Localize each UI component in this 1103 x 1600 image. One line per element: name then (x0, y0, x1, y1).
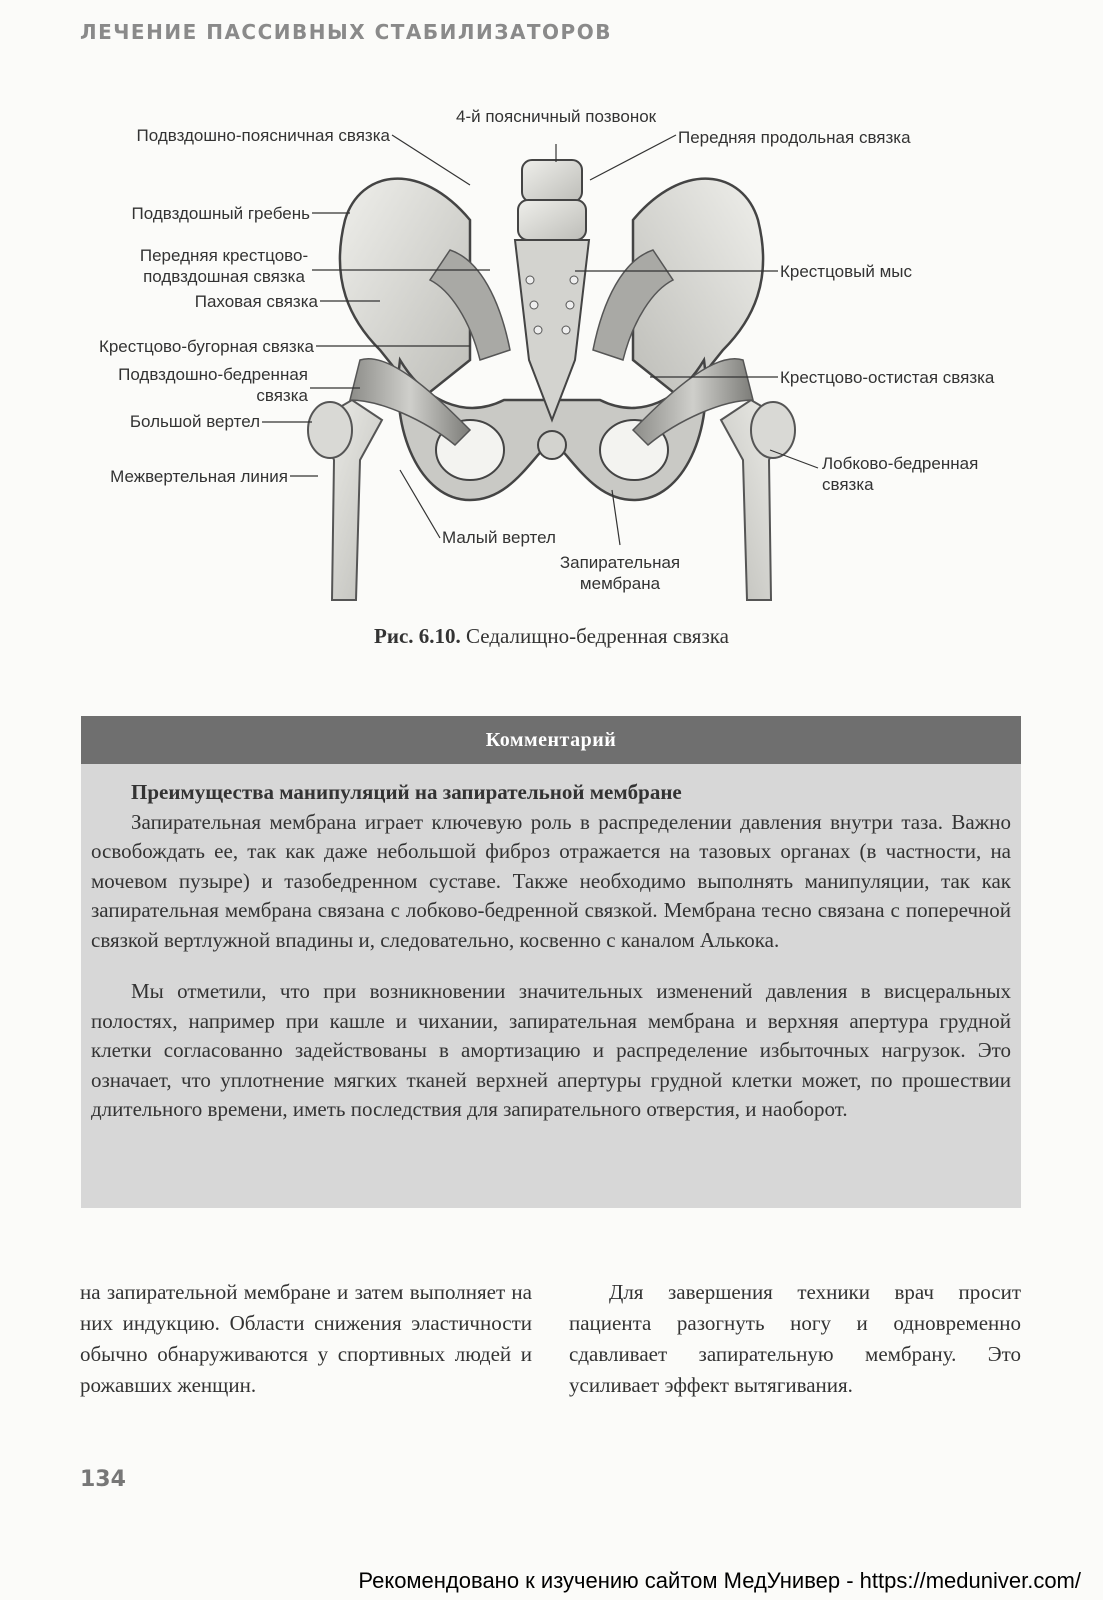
label-obturator-membrane: Запирательная мембрана (559, 553, 681, 593)
comment-header: Комментарий (81, 716, 1021, 764)
right-column-text: Для завершения техники врач просит пациента разогнуть ногу и одновременно сдавливает запирательную мембрану. Это усиливает эффект вытягивания. (569, 1280, 1021, 1397)
running-head: ЛЕЧЕНИЕ ПАССИВНЫХ СТАБИЛИЗАТОРОВ (80, 20, 612, 44)
label-greater-trochanter: Большой вертел (129, 412, 260, 431)
comment-body (81, 764, 1021, 1125)
left-column-text: на запирательной мембране и затем выполняет на них индукцию. Области снижения эластичности обычно обнаруживаются у спортивных людей и рожавших женщин. (80, 1280, 532, 1397)
comment-paragraph-1: Запирательная мембрана играет ключевую роль в распределении давления внутри таза. Важно освобождать ее, так как даже небольшой фиброз отражается на тазовых органах (в частности, на мочевом пузыре) и тазобедренном суставе. Также необходимо выполнять манипуляции, так как запирательная мембрана связана с лобково-бедренной связкой. Мембрана тесно связана с поперечной связкой вертлужной впадины и, следовательно, косвенно с каналом Алькока. (91, 809, 1011, 952)
pelvis-figure (0, 100, 1103, 620)
label-iliac-crest: Подвздошный гребень (131, 204, 310, 223)
label-vertebra: 4-й поясничный позвонок (456, 107, 657, 126)
label-intertrochanteric: Межвертельная линия (110, 467, 288, 486)
comment-box (81, 716, 1021, 1208)
comment-title: Преимущества манипуляций на запирательной мембране (131, 780, 682, 804)
label-sacrospinous: Крестцово-остистая связка (780, 368, 995, 387)
page-number: 134 (80, 1467, 126, 1492)
label-sacral-promontory: Крестцовый мыс (780, 262, 912, 281)
caption-number: Рис. 6.10. (374, 624, 461, 648)
label-pubofemoral: Лобково-бедренная связка (822, 454, 979, 494)
label-iliolumbar: Подвздошно-поясничная связка (136, 126, 390, 145)
label-inguinal: Паховая связка (194, 292, 318, 311)
label-anterior-sacroiliac: Передняя крестцово- подвздошная связка (139, 246, 309, 286)
label-iliofemoral: Подвздошно-бедренная связка (118, 365, 308, 405)
left-column (80, 1277, 532, 1401)
label-sacrotuberous: Крестцово-бугорная связка (98, 337, 314, 356)
right-column (569, 1277, 1021, 1401)
caption-text: Седалищно-бедренная связка (460, 624, 729, 648)
comment-paragraph-2: Мы отметили, что при возникновении значительных изменений давления в висцеральных полостях, например при кашле и чихании, запирательная мембрана и верхняя апертура грудной клетки согласованно задействованы в амортизацию и распределение избыточных нагрузок. Это означает, что уплотнение мягких тканей верхней апертуры грудной клетки может, по прошествии длительного времени, иметь последствия для запирательного отверстия, и наоборот. (91, 979, 1011, 1121)
label-anterior-longitudinal: Передняя продольная связка (678, 128, 911, 147)
figure-caption (0, 624, 1103, 649)
footer-recommendation: Рекомендовано к изучению сайтом МедУнивер - https://meduniver.com/ (358, 1568, 1081, 1593)
label-lesser-trochanter: Малый вертел (442, 528, 556, 547)
